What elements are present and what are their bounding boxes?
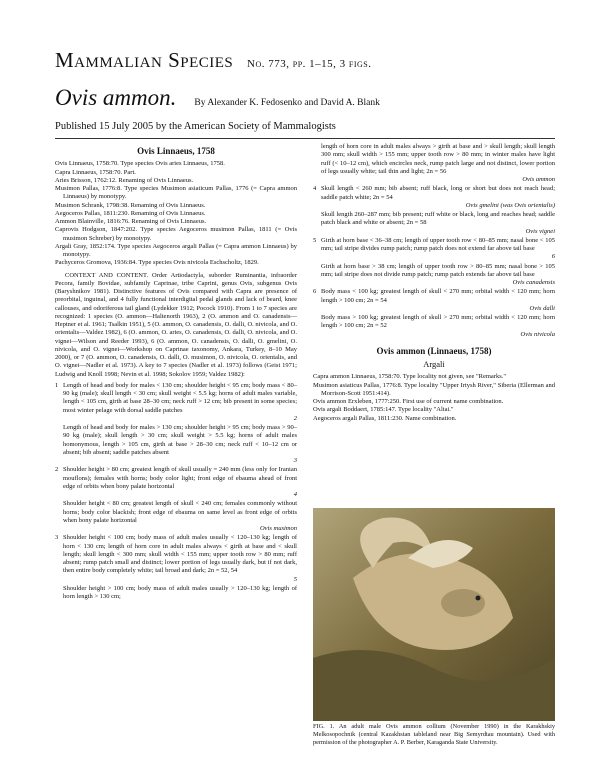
species-heading: Ovis ammon (Linnaeus, 1758)	[376, 345, 492, 356]
key-couplet-number	[313, 211, 321, 228]
key-couplet	[55, 382, 297, 415]
synonym-entry: Aries Brisson, 1762:12. Renaming of Ovis Linnaeus.	[55, 176, 194, 184]
species-key-continued	[313, 143, 555, 339]
key-couplet-text: Girth at horn base < 36–38 cm; length of upper tooth row < 80–85 mm; nasal bone < 105 mm; tail stripe divides rump patch; rump patch does not extend far above tail base	[321, 236, 555, 252]
key-couplet-result: Ovis dalli	[529, 304, 555, 312]
journal-series: Mammalian Species	[55, 48, 234, 72]
key-couplet-number	[55, 500, 63, 525]
key-couplet	[313, 185, 555, 202]
argali-photo-illustration	[313, 508, 555, 721]
key-couplet	[55, 500, 297, 525]
key-couplet-result: 4	[293, 491, 297, 498]
synonym-entry: Capra Linnaeus, 1758:70. Part.	[55, 168, 136, 176]
synonym-entry: Pachyceros Gromova, 1936:84. Type species Ovis nivicola Eschscholtz, 1829.	[55, 259, 259, 267]
key-couplet-text: Shoulder height < 100 cm; body mass of adult males usually < 120–130 kg; length of horn < 130 cm; length of horn core in adult males always < girth at base and < skull length; skull length < 300 mm; skull width < 155 mm; upper tooth row > 80 mm; ruff absent; rump patch small and distinct; lower portion of legs usually dark, but if not dark, then entire body completely white; tail broad and dark; 2n = 52, 54	[63, 534, 297, 575]
publication-line: Published 15 July 2005 by the American Society of Mammalogists	[55, 121, 336, 132]
key-couplet	[313, 143, 555, 176]
key-couplet-text: Body mass > 100 kg; greatest length of skull > 270 mm; orbital width < 120 mm; horn length > 100 cm; 2n = 52	[321, 314, 555, 330]
argali-photo	[313, 508, 555, 721]
key-couplet	[55, 585, 297, 602]
key-couplet-number	[313, 143, 321, 176]
key-couplet-number	[55, 585, 63, 602]
key-couplet-result: Ovis canadensis	[512, 279, 555, 286]
species-synonym-entry: Ovis ammon Erxleben, 1777:250. First use of current name combination.	[313, 398, 504, 405]
key-couplet	[55, 466, 297, 491]
key-couplet-result: Ovis nivicola	[520, 330, 555, 338]
species-synonym-entry: Capra ammon Linnaeus, 1758:70. Type locality not given, see "Remarks."	[313, 373, 507, 381]
authors: By Alexander K. Fedosenko and David A. Blank	[194, 98, 380, 108]
key-couplet	[313, 211, 555, 228]
key-couplet	[55, 534, 297, 575]
key-couplet-text: Skull length 260–287 mm; bib present; ruff white or black, long and reaches head; saddle patch black and white or absent; 2n = 58	[321, 211, 555, 227]
species-synonymy	[313, 373, 555, 423]
header-rule	[55, 138, 555, 139]
key-couplet-number: 5	[313, 236, 317, 244]
key-couplet-result: 2	[293, 414, 297, 422]
journal-issue: No. 773, pp. 1–15, 3 figs.	[247, 58, 372, 70]
key-couplet	[313, 314, 555, 331]
journal-title	[55, 48, 555, 73]
key-couplet	[55, 424, 297, 457]
key-couplet-result: 3	[293, 457, 297, 464]
species-synonym-entry: Ovis argali Boddaert, 1785:147. Type locality "Altai."	[313, 406, 454, 414]
synonym-entry: Caprovis Hodgson, 1847:202. Type species Aegoceros musimon Pallas, 1811 (= Ovis musimon Schreber) by monotypy.	[55, 226, 297, 242]
genus-heading: Ovis Linnaeus, 1758	[137, 146, 215, 156]
key-couplet-text: Shoulder height > 80 cm; greatest length of skull usually = 240 mm (less only for Iranian mouflons); females with horns; body color light; front edge of ebauma ahead of front edge of orbits when bony palate horizontal	[63, 466, 297, 490]
key-couplet	[313, 237, 555, 254]
synonym-entry: Musimon Schrank, 1798:38. Renaming of Ovis Linnaeus.	[55, 201, 206, 209]
species-title: Ovis ammon.	[55, 85, 177, 110]
key-couplet-result: 5	[293, 575, 297, 583]
synonym-entry: Ovis Linnaeus, 1758:70. Type species Ovis aries Linnaeus, 1758.	[55, 160, 225, 168]
key-couplet-number: 4	[313, 185, 317, 193]
key-couplet-number: 2	[55, 466, 59, 474]
species-key	[55, 382, 297, 602]
right-column	[313, 143, 555, 423]
key-couplet-number	[313, 314, 321, 331]
key-couplet	[313, 288, 555, 305]
species-synonym-entry: Aegoceros argali Pallas, 1811:230. Name combination.	[313, 414, 457, 422]
key-couplet-number: 1	[55, 381, 59, 389]
key-couplet-text: Shoulder height > 100 cm; body mass of adult males usually > 120–130 kg; length of horn length > 130 cm;	[63, 584, 297, 600]
key-couplet-number	[313, 263, 321, 280]
key-couplet-result: 6	[551, 253, 555, 261]
key-couplet-number: 3	[55, 534, 59, 542]
synonym-entry: Ammon Blainville, 1816:76. Renaming of Ovis Linnaeus.	[55, 218, 207, 225]
key-couplet-result: Ovis vignei	[525, 227, 555, 235]
key-couplet-text: Shoulder height < 80 cm; greatest length of skull < 240 cm; females commonly without horns; body color blackish; front edge of ebauma on same level as front edge of orbits when bony palate horizontal	[63, 500, 297, 524]
common-name: Argali	[423, 359, 445, 369]
key-couplet-result: Ovis musimon	[259, 525, 297, 532]
key-couplet-result: Ovis ammon	[522, 176, 555, 183]
species-synonym-entry: Musimon asiaticus Pallas, 1776:8. Type locality "Upper Irtysh River," Siberia (Ellerman and Morrison-Scott 1951:414).	[313, 381, 555, 397]
key-couplet-text: Skull length < 260 mm; bib absent; ruff black, long or short but does not reach head; saddle patch white; 2n = 54	[321, 185, 555, 201]
key-couplet-text: Girth at horn base > 38 cm; length of upper tooth row > 80–85 mm; nasal bone > 105 mm; tail stripe does not divide rump patch; rump patch extends far above tail base	[321, 262, 555, 278]
key-couplet-text: Length of head and body for males < 130 cm; shoulder height < 95 cm; body mass < 80–90 kg (male); skull length < 30 cm; skull weight < 5.5 kg; horns of adult males variable, length < 105 cm, girth at base 28–30 cm; neck ruff > 12 cm; bib present in some species; most winter pelage with dorsal saddle patches	[63, 381, 297, 414]
figure-caption: FIG. 1. An adult male Ovis ammon collium (November 1990) in the Karakhskiy Melkosopochnik (central Kazakhstan tableland near Big Semyrdtau mountain). Used with permission of the photographer A. P. Berber, Karaganda State University.	[313, 723, 555, 746]
key-couplet-result: Ovis gmelini (was Ovis orientalis)	[465, 201, 555, 209]
key-couplet-number	[55, 424, 63, 457]
key-couplet-number: 6	[313, 288, 317, 296]
synonym-entry: Argali Gray, 1852:174. Type species Aegoceros argali Pallas (= Capra ammon Linnaeus) by monotypy.	[55, 242, 297, 258]
synonym-entry: Aegoceros Pallas, 1811:230. Renaming of Ovis Linnaeus.	[55, 209, 206, 217]
masthead	[55, 48, 555, 132]
synonym-entry: Musimon Pallas, 1776:8. Type species Musimon asiaticum Pallas, 1776 (= Capra ammon Linnaeus) by monotypy.	[55, 185, 297, 201]
context-and-content: CONTEXT AND CONTENT. Order Artiodactyla, suborder Ruminantia, infraorder Pecora, family Bovidae, subfamily Caprinae, tribe Caprini, genus Ovis, subgenus Ovis (Baryshnikov 1981). Distinctive features of Ovis compared with Capra are presence of preorbital, inguinal, and 4 fully functional interdigital pedal glands and lack of beard, knee callouses, and odoriferous tail gland (Lydekker 1912; Pocock 1910). From 1 to 7 species are recognized: 1 species (O. ammon—Haltenorth 1963), 2 (O. ammon and O. canadensis—Heptner et al. 1961; Tsalkin 1951), 5 (O. ammon, O. canadensis, O. dalli, O. nivicola, and O. orientalis—Valdez 1982), 6 (O. ammon, O. aries, O. canadensis, O. dalli, O. nivicola, and O. vignei—Wilson and Reeder 1993), 6 (O. ammon, O. canadensis, O. dalli, O. gmelini, O. nivicola, and O. vignei—Workshop on Caprinae taxonomy, Ankara, Turkey, 8–10 May 2000), or 7 (O. ammon, O. canadensis, O. dalli, O. musimon, O. nivicola, O. orientalis, and O. vignei—Nadler et al. 1973). A key to 7 species (Nadler et al. 1973) follows (Geist 1971; Ludwig and Knoll 1998; Nevin et al. 1998; Sokolov 1959; Valdez 1982):	[55, 271, 297, 378]
key-couplet-text: Body mass < 100 kg; greatest length of skull < 270 mm; orbital width < 120 mm; horn length > 100 cm; 2n = 54	[321, 288, 555, 304]
genus-synonymy	[55, 160, 297, 267]
key-couplet-text: Length of head and body for males > 130 cm; shoulder height > 95 cm; body mass > 90–90 kg (male); skull length > 30 cm; skull weight > 5.5 kg; horns of adult males homonymous, length > 105 cm, girth at base > 28–30 cm; neck ruff < 10–12 cm or absent; bib absent; saddle patches absent	[63, 424, 297, 456]
key-couplet	[313, 263, 555, 280]
left-column	[55, 143, 297, 602]
key-couplet-text: length of horn core in adult males always > girth at base and > skull length; skull length 300 mm; skull width > 155 mm; upper tooth row > 80 mm; in winter males have light ruff (< 10–12 cm), which encircles neck, rump patch large and not distinct, lower portion of legs usually white; tail thin and light; 2n = 56	[321, 143, 555, 175]
